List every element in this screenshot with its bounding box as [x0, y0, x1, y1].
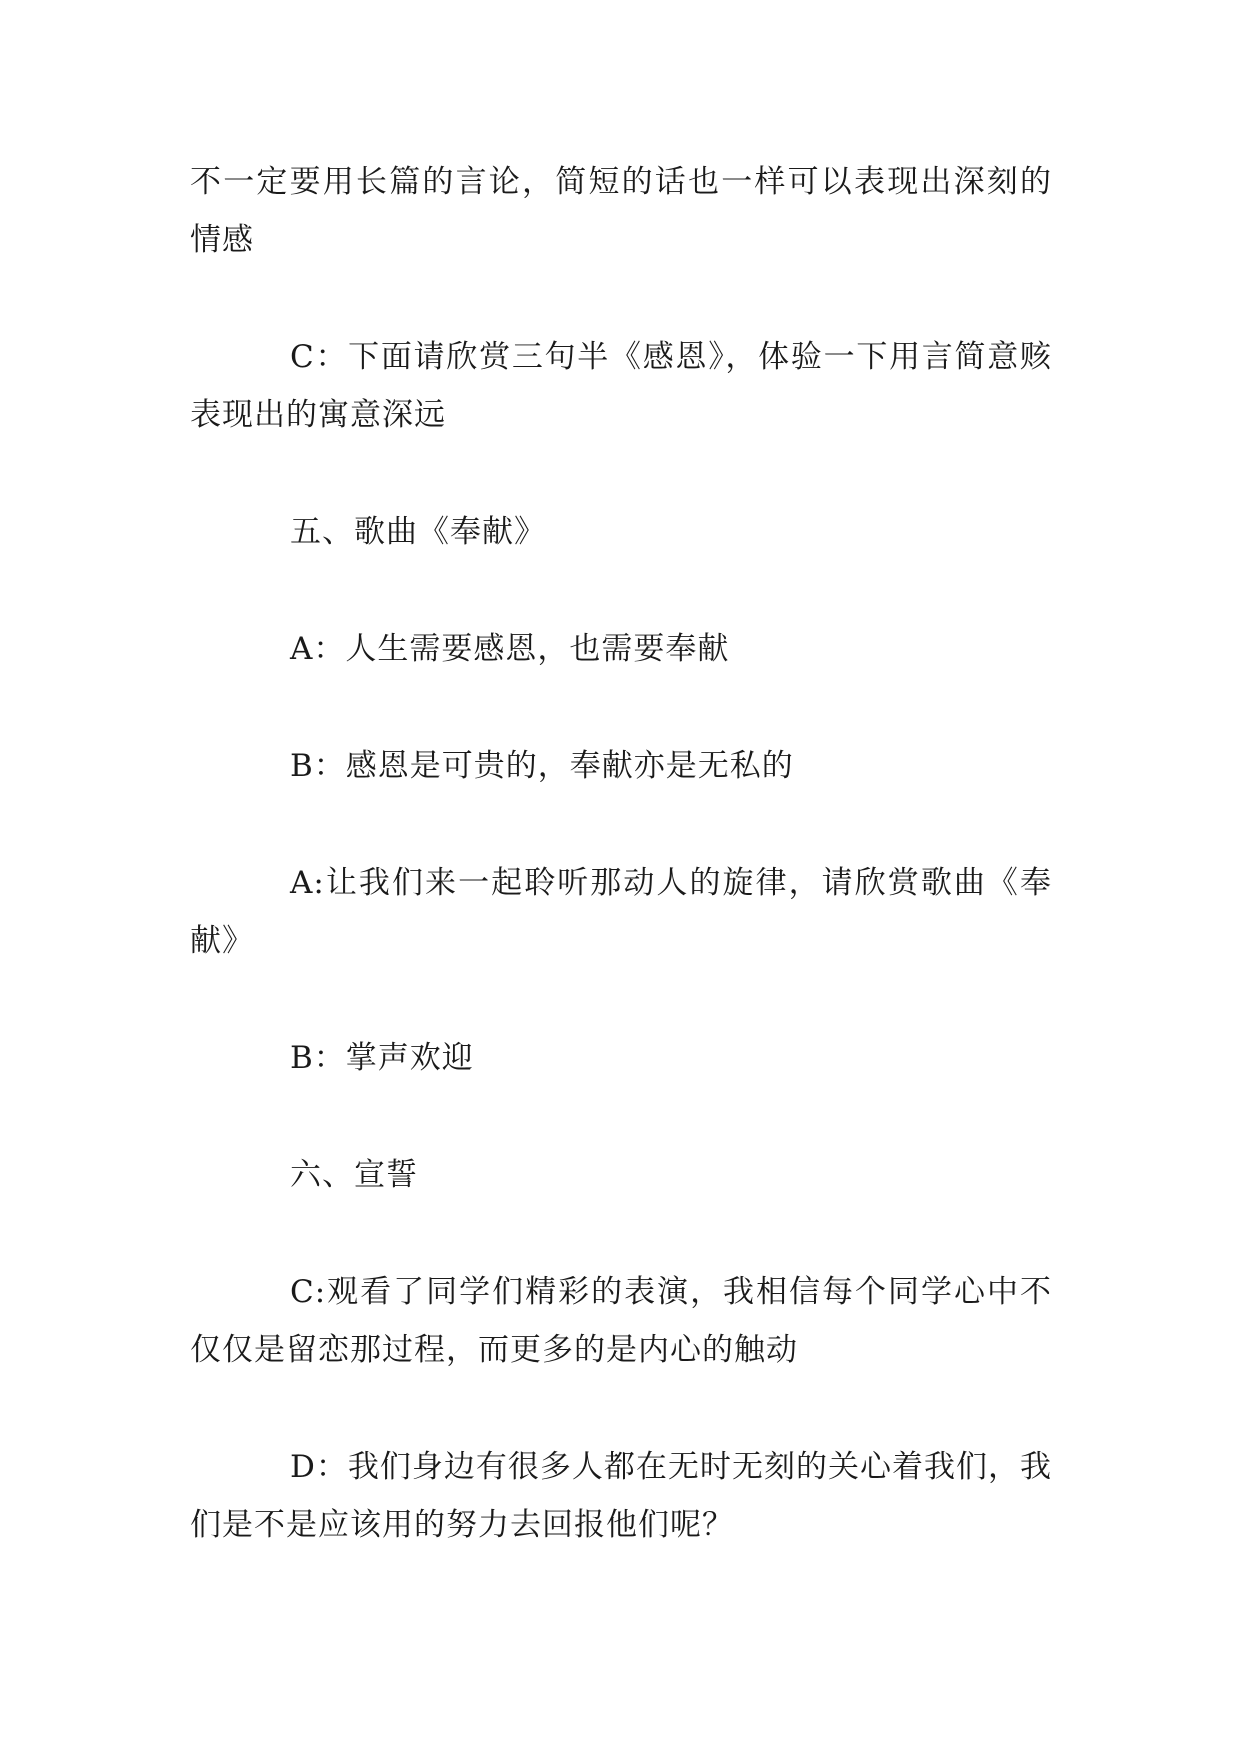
section-heading-oath: 六、宣誓: [290, 1157, 418, 1193]
paragraph-d-repay: D：我们身边有很多人都在无时无刻的关心着我们，我们是不是应该用的努力去回报他们呢？: [190, 1449, 1052, 1543]
paragraph-c-three-and-half: C：下面请欣赏三句半《感恩》，体验一下用言简意赅表现出的寓意深远: [190, 339, 1052, 433]
paragraph-continuation: 不一定要用长篇的言论，简短的话也一样可以表现出深刻的情感: [190, 164, 1052, 258]
paragraph-b-dedication: B：感恩是可贵的，奉献亦是无私的: [290, 748, 794, 784]
paragraph-a-gratitude: A：人生需要感恩，也需要奉献: [290, 631, 730, 667]
section-heading-song: 五、歌曲《奉献》: [290, 514, 546, 550]
paragraph-a-listen: A:让我们来一起聆听那动人的旋律，请欣赏歌曲《奉献》: [190, 865, 1052, 959]
paragraph-c-performance: C:观看了同学们精彩的表演，我相信每个同学心中不仅仅是留恋那过程，而更多的是内心的触动: [190, 1274, 1052, 1368]
paragraph-b-applause: B：掌声欢迎: [290, 1040, 474, 1076]
